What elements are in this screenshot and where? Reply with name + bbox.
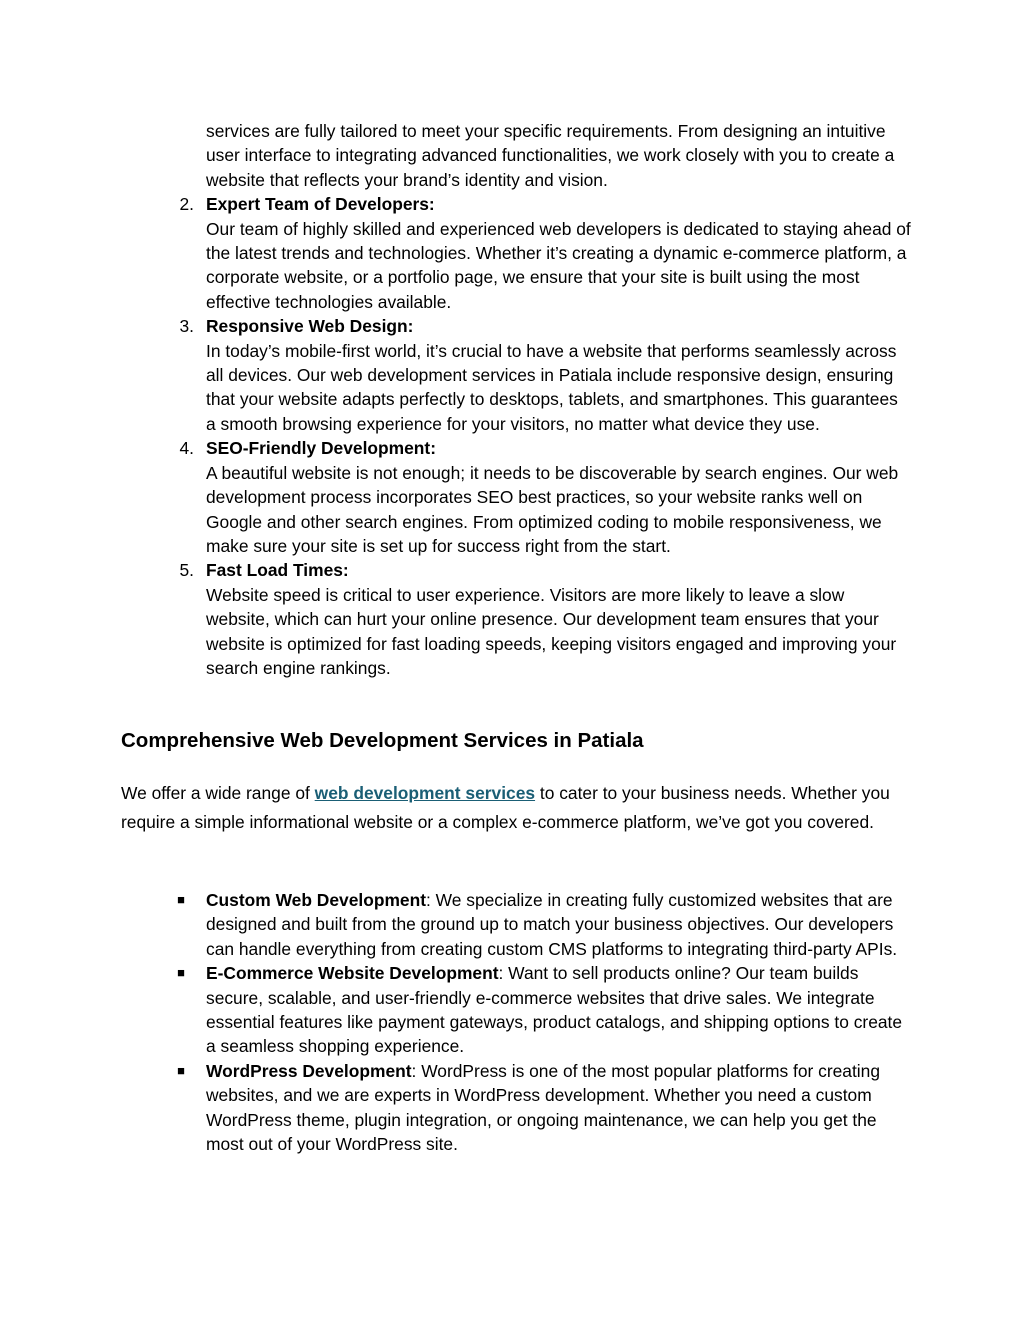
list-item-body: services are fully tailored to meet your specific requirements. From designing an intuitive user interface to integrating advanced functionalities, we work closely with you to create a website that reflects your brand’s identity and vision. [206,121,895,190]
list-item [177,1059,911,1157]
list-item [179,314,911,436]
list-item-title: Responsive Web Design: [206,316,414,337]
list-item-body: Website speed is critical to user experience. Visitors are more likely to leave a slow website, which can hurt your online presence. Our development team ensures that your website is optimized for fast loading speeds, keeping visitors engaged and improving your search engine rankings. [206,584,897,678]
services-bullet-list [0,888,1024,1156]
list-item [177,888,911,961]
list-item-title: Custom Web Development [206,890,426,910]
list-item-title: SEO-Friendly Development: [206,438,436,459]
list-item [179,558,911,680]
section-heading: Comprehensive Web Development Services in Patiala [121,729,644,752]
intro-text: to cater to your business needs. Whether you require a simple informational website or a complex e-commerce platform, we’ve got you covered. [121,783,890,833]
list-item-body: : We specialize in creating fully customized websites that are designed and built from the ground up to match your business objectives. Our developers can handle everything from creating custom CMS platforms to integrating third-party APIs. [206,890,898,959]
list-item-number: 4. [179,438,194,459]
square-bullet-icon: ■ [177,892,185,907]
list-item-number: 3. [179,316,194,337]
list-item-body: A beautiful website is not enough; it needs to be discoverable by search engines. Our web development process incorporates SEO best practices, so your website ranks well on Google and other search engines. From optimized coding to mobile responsiveness, we make sure your site is set up for success right from the start. [206,462,899,556]
list-item-body: : Want to sell products online? Our team builds secure, scalable, and user-friendly e-commerce websites that drive sales. We integrate essential features like payment gateways, product catalogs, and shipping options to create a seamless shopping experience. [206,963,903,1057]
list-item-number: 5. [179,560,194,581]
list-item [179,436,911,558]
web-development-services-link[interactable]: web development services [314,783,536,803]
list-item-number: 2. [179,194,194,215]
square-bullet-icon: ■ [177,1062,185,1078]
list-item-title: Fast Load Times: [206,560,349,581]
list-item [177,961,911,1059]
list-item-body: : WordPress is one of the most popular platforms for creating websites, and we are experts in WordPress development. Whether you need a custom WordPress theme, plugin integration, or ongoing maintenance, we can help you get the most out of your WordPress site. [206,1060,880,1155]
square-bullet-icon: ■ [177,965,185,981]
list-item-title: Expert Team of Developers: [206,194,435,215]
list-item [179,192,911,314]
list-item-body: Our team of highly skilled and experienced web developers is dedicated to staying ahead of the latest trends and technologies. Whether it’s creating a dynamic e-commerce platform, a corporate website, or a portfolio page, we ensure that your site is built using the most effective technologies available. [206,218,911,312]
intro-paragraph [121,779,911,838]
list-item-title: E-Commerce Website Development [206,963,499,984]
numbered-list [0,119,1024,680]
list-item-continuation [206,119,911,192]
intro-text: We offer a wide range of [121,783,315,803]
list-item-body: In today’s mobile-first world, it’s crucial to have a website that performs seamlessly across all devices. Our web development services in Patiala include responsive design, ensuring that your website adapts perfectly to desktops, tablets, and smartphones. This guarantees a smooth browsing experience for your visitors, no matter what device they use. [206,340,898,434]
list-item-title: WordPress Development [206,1060,412,1081]
